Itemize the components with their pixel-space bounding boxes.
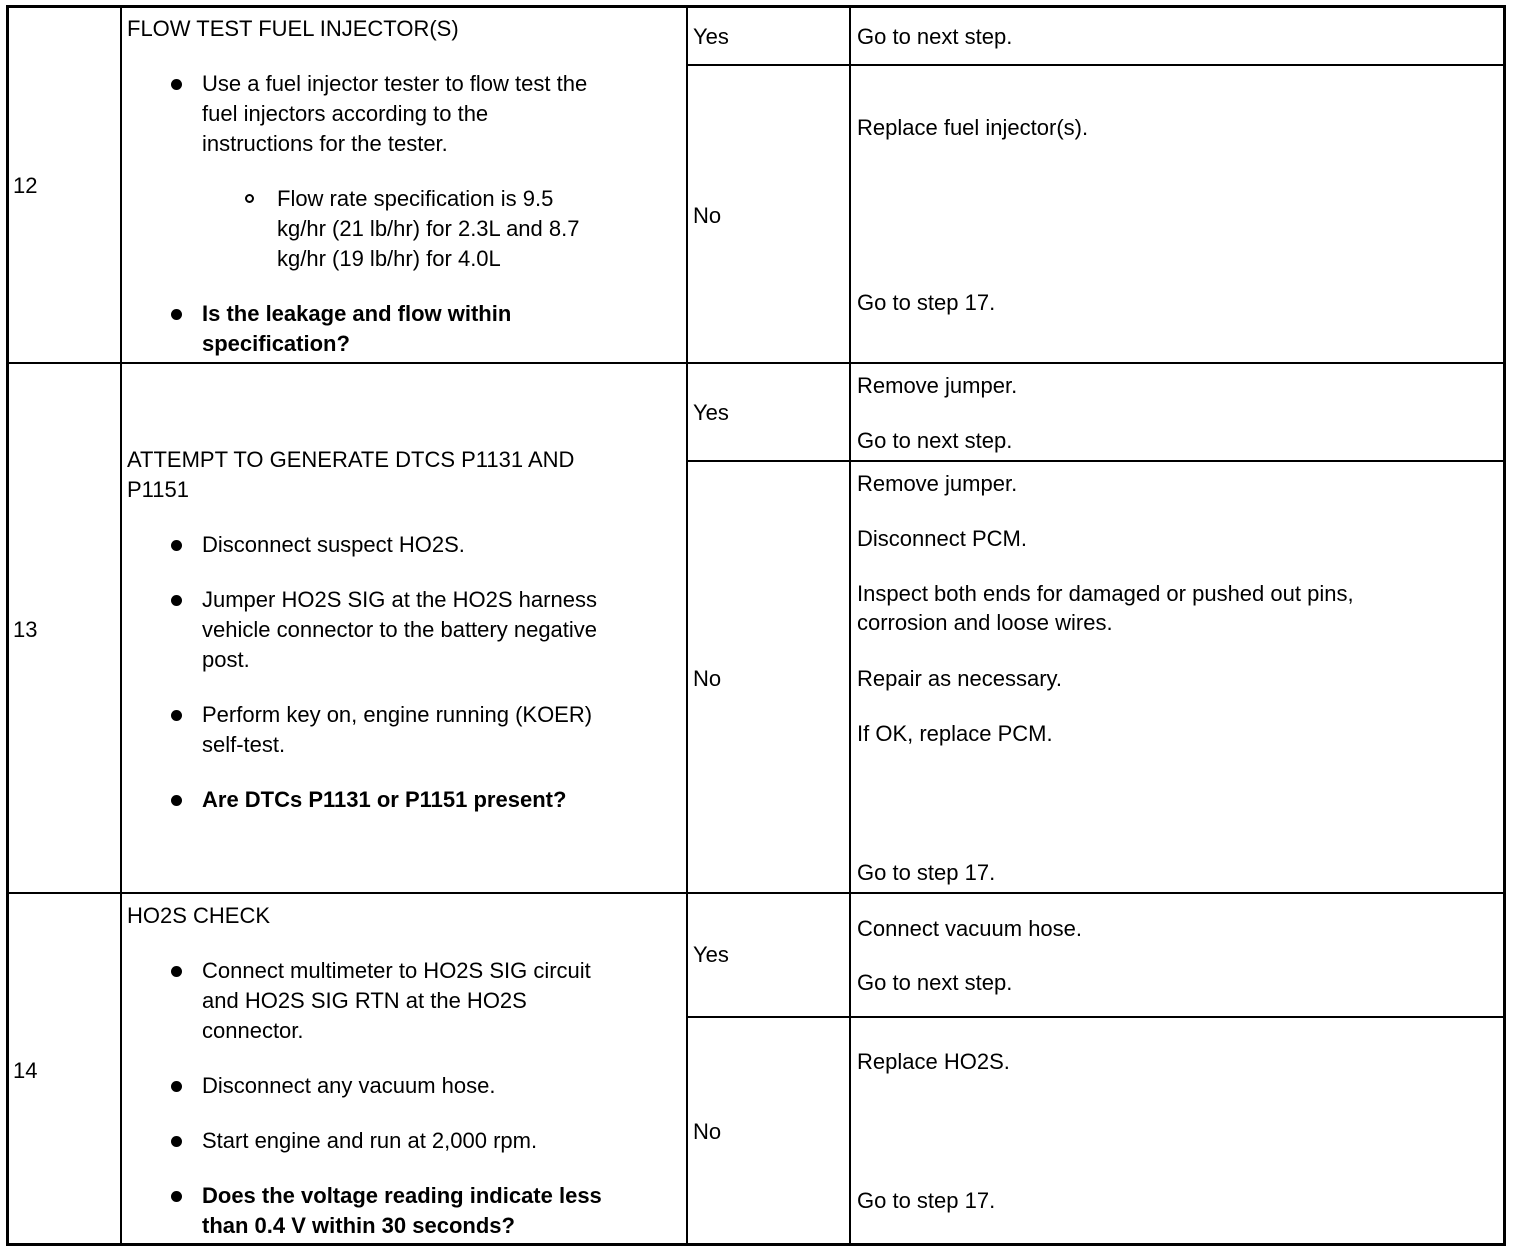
instruction-line: and HO2S SIG RTN at the HO2S <box>202 988 527 1013</box>
step-title: ATTEMPT TO GENERATE DTCS P1131 AND <box>127 447 575 472</box>
no-action: Remove jumper. <box>857 471 1018 496</box>
step-title: FLOW TEST FUEL INJECTOR(S) <box>127 16 459 41</box>
no-label: No <box>693 203 722 228</box>
instruction-line: self-test. <box>202 732 286 757</box>
no-label: No <box>693 1119 722 1144</box>
sub-bullet-icon <box>245 194 254 203</box>
step-title: P1151 <box>127 477 189 502</box>
instruction-line: Start engine and run at 2,000 rpm. <box>202 1128 538 1153</box>
instruction-line: Perform key on, engine running (KOER) <box>202 702 593 727</box>
bullet-icon <box>171 966 182 977</box>
question-line: Are DTCs P1131 or P1151 present? <box>202 787 567 812</box>
bullet-icon <box>171 595 182 606</box>
bullet-icon <box>171 540 182 551</box>
bullet-icon <box>171 795 182 806</box>
yes-label: Yes <box>693 24 729 49</box>
no-action: Go to step 17. <box>857 860 996 885</box>
no-action: If OK, replace PCM. <box>857 721 1053 746</box>
instruction-line: Jumper HO2S SIG at the HO2S harness <box>202 587 597 612</box>
no-action: Disconnect PCM. <box>857 526 1027 551</box>
bullet-icon <box>171 309 182 320</box>
column-divider <box>686 5 688 1246</box>
row-divider <box>6 362 1506 364</box>
instruction-line: Disconnect any vacuum hose. <box>202 1073 496 1098</box>
step-number: 12 <box>13 173 38 198</box>
yes-action: Connect vacuum hose. <box>857 916 1083 941</box>
no-label: No <box>693 666 722 691</box>
yes-no-divider <box>686 1016 1506 1018</box>
yes-no-divider <box>686 64 1506 66</box>
row-divider <box>6 892 1506 894</box>
no-action: Replace fuel injector(s). <box>857 115 1089 140</box>
instruction-line: fuel injectors according to the <box>202 101 489 126</box>
no-action: corrosion and loose wires. <box>857 610 1113 635</box>
instruction-line: post. <box>202 647 250 672</box>
yes-no-divider <box>686 460 1506 462</box>
yes-action: Go to next step. <box>857 970 1013 995</box>
no-action: Go to step 17. <box>857 290 996 315</box>
column-divider <box>849 5 851 1246</box>
question-line: than 0.4 V within 30 seconds? <box>202 1213 515 1238</box>
yes-label: Yes <box>693 942 729 967</box>
question-line: Is the leakage and flow within <box>202 301 512 326</box>
bullet-icon <box>171 1136 182 1147</box>
spec-line: Flow rate specification is 9.5 <box>277 186 554 211</box>
spec-line: kg/hr (19 lb/hr) for 4.0L <box>277 246 501 271</box>
yes-action: Go to next step. <box>857 428 1013 453</box>
step-title: HO2S CHECK <box>127 903 271 928</box>
no-action: Inspect both ends for damaged or pushed out pins, <box>857 581 1354 606</box>
step-number: 13 <box>13 617 38 642</box>
bullet-icon <box>171 1081 182 1092</box>
no-action: Replace HO2S. <box>857 1049 1010 1074</box>
yes-action: Remove jumper. <box>857 373 1018 398</box>
instruction-line: Disconnect suspect HO2S. <box>202 532 465 557</box>
question-line: Does the voltage reading indicate less <box>202 1183 602 1208</box>
instruction-line: Connect multimeter to HO2S SIG circuit <box>202 958 591 983</box>
instruction-line: instructions for the tester. <box>202 131 448 156</box>
yes-action: Go to next step. <box>857 24 1013 49</box>
spec-line: kg/hr (21 lb/hr) for 2.3L and 8.7 <box>277 216 580 241</box>
no-action: Repair as necessary. <box>857 666 1063 691</box>
no-action: Go to step 17. <box>857 1188 996 1213</box>
bullet-icon <box>171 1191 182 1202</box>
instruction-line: connector. <box>202 1018 304 1043</box>
bullet-icon <box>171 710 182 721</box>
step-number: 14 <box>13 1058 38 1083</box>
instruction-line: Use a fuel injector tester to flow test the <box>202 71 588 96</box>
instruction-line: vehicle connector to the battery negative <box>202 617 598 642</box>
column-divider <box>120 5 122 1246</box>
question-line: specification? <box>202 331 350 356</box>
yes-label: Yes <box>693 400 729 425</box>
bullet-icon <box>171 79 182 90</box>
